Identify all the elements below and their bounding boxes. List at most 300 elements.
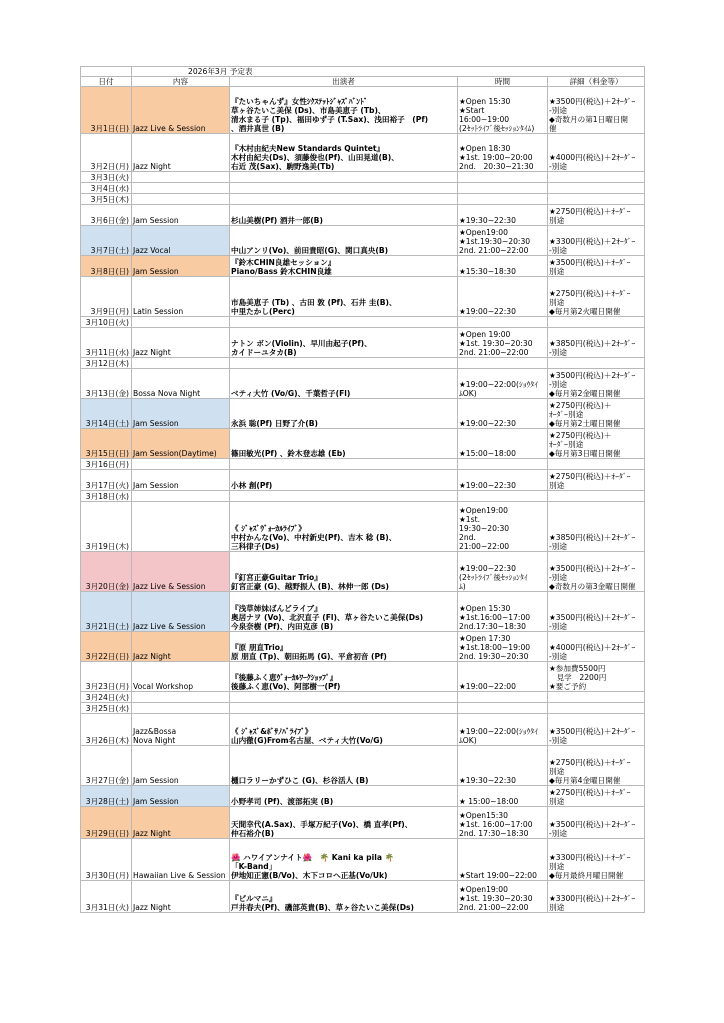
- time-line: ★15:30~18:30: [459, 267, 516, 276]
- performers-cell: [230, 839, 458, 881]
- time-cell: [458, 429, 548, 459]
- performer-line: 草ヶ谷たいこ美保 (Ds)、市島美恵子 (Tb)、: [231, 106, 386, 115]
- time-cell: [458, 692, 548, 703]
- performer-line: 清水まる子 (Tp)、福田ゆず子 (T.Sax)、浅田裕子 (Pf): [231, 115, 429, 124]
- time-line: ★19:30~22:30: [459, 776, 516, 785]
- details-cell: [548, 703, 645, 714]
- details-line: ★2750円(税込)＋: [549, 431, 612, 440]
- details-line: ★3850円(税込)＋2ｵｰﾀﾞｰ: [549, 533, 636, 542]
- schedule-row: [81, 881, 645, 913]
- performers-cell: [230, 714, 458, 746]
- details-cell: [548, 205, 645, 226]
- time-line: ﾑOK): [459, 389, 477, 398]
- details-cell: [548, 429, 645, 459]
- details-line: ★3500円(税込)＋2ｵｰﾀﾞｰ: [549, 371, 636, 380]
- details-line: ◆毎月第2土曜日開催: [549, 419, 621, 428]
- details-cell: [548, 502, 645, 552]
- performers-cell: [230, 87, 458, 134]
- time-cell: [458, 183, 548, 194]
- schedule-row: [81, 172, 645, 183]
- event-cell: Jazz Night: [132, 807, 230, 839]
- performers-cell: [230, 358, 458, 369]
- details-line: ★要ご予約: [549, 682, 587, 691]
- time-cell: [458, 714, 548, 746]
- performer-line: 🌺 ハワイアンナイト🌺 🌴 Kani ka pila 🌴: [231, 853, 395, 862]
- details-line: ★参加費5500円: [549, 664, 606, 673]
- time-line: ★19:00~22:30: [459, 419, 516, 428]
- time-line: ★19:00~22:00(ｼｮｳﾀｲ: [459, 380, 538, 389]
- date-cell: 3月9日(月): [81, 277, 132, 317]
- schedule-row: [81, 256, 645, 277]
- details-cell: [548, 183, 645, 194]
- details-line: 別途: [549, 298, 565, 307]
- time-line: ﾑOK): [459, 736, 477, 745]
- date-cell: 3月30日(月): [81, 839, 132, 881]
- date-cell: 3月12日(木): [81, 358, 132, 369]
- time-cell: [458, 317, 548, 328]
- performers-cell: [230, 317, 458, 328]
- time-line: ★19:00~22:00(ｼｮｳﾀｲ: [459, 727, 538, 736]
- performer-line: 小林 創(Pf): [231, 481, 273, 490]
- details-line: ★4000円(税込)＋2ｵｰﾀﾞｰ: [549, 153, 636, 162]
- performer-line: 『原 朋直Trio』: [231, 643, 288, 652]
- time-line: 2nd. 17:30~18:30: [459, 829, 529, 838]
- performer-line: 三科律子(Ds): [231, 542, 280, 551]
- performers-cell: [230, 205, 458, 226]
- details-line: ◆奇数月の第3金曜日開催: [549, 582, 636, 591]
- schedule-row: [81, 87, 645, 134]
- time-line: ★19:00~22:30: [459, 307, 516, 316]
- performer-line: カイドーユタカ(B): [231, 348, 297, 357]
- date-cell: 3月25日(水): [81, 703, 132, 714]
- performer-line: 中里たかし(Perc): [231, 307, 295, 316]
- time-line: ★Open15:30: [459, 811, 508, 820]
- date-cell: 3月31日(火): [81, 881, 132, 913]
- details-line: ★3850円(税込)＋2ｵｰﾀﾞｰ: [549, 339, 636, 348]
- event-cell: [132, 317, 230, 328]
- performers-cell: [230, 692, 458, 703]
- event-cell: [132, 692, 230, 703]
- performers-cell: [230, 807, 458, 839]
- details-cell: [548, 592, 645, 632]
- performer-line: 中山アンリ(Vo)、前田貴昭(G)、関口真央(B): [231, 246, 389, 255]
- time-cell: [458, 746, 548, 786]
- performer-line: 『浅草姉妹ばんどライブ』: [231, 604, 322, 613]
- date-cell: 3月20日(金): [81, 552, 132, 592]
- performer-line: 木村由紀夫(Ds)、須藤俊也(Pf)、山田晃道(B)、: [231, 153, 399, 162]
- schedule-sheet: [80, 66, 644, 913]
- details-line: -別途: [549, 106, 567, 115]
- event-cell: [132, 172, 230, 183]
- event-cell: [132, 183, 230, 194]
- event-cell: Jazz Live & Session: [132, 592, 230, 632]
- details-line: 別途: [549, 797, 565, 806]
- performer-line: 篠田敏光(Pf) 、鈴木登志雄 (Eb): [231, 449, 346, 458]
- schedule-row: [81, 459, 645, 470]
- date-cell: 3月18日(水): [81, 491, 132, 502]
- date-cell: 3月26日(木): [81, 714, 132, 746]
- schedule-row: [81, 226, 645, 256]
- details-line: ★3500円(税込)＋2ｵｰﾀﾞｰ: [549, 613, 636, 622]
- performer-line: 樋口ラリーかずひこ (G)、杉谷活人 (B): [231, 776, 369, 785]
- date-cell: 3月10日(火): [81, 317, 132, 328]
- schedule-row: [81, 277, 645, 317]
- time-line: ★1st.18:00~19:00: [459, 643, 531, 652]
- time-cell: [458, 470, 548, 491]
- schedule-row: [81, 491, 645, 502]
- event-cell: [132, 459, 230, 470]
- event-cell: Latin Session: [132, 277, 230, 317]
- time-line: 2nd. 19:30~20:30: [459, 652, 529, 661]
- performers-cell: [230, 226, 458, 256]
- date-cell: 3月7日(土): [81, 226, 132, 256]
- time-line: ★Open 18:30: [459, 144, 511, 153]
- date-cell: 3月23日(月): [81, 662, 132, 692]
- details-cell: [548, 134, 645, 172]
- details-line: ★2750円(税込)＋ｵｰﾀﾞｰ: [549, 472, 631, 481]
- time-line: ★Open 19:00: [459, 330, 511, 339]
- details-cell: [548, 358, 645, 369]
- performers-cell: [230, 881, 458, 913]
- event-cell: Jam Session: [132, 399, 230, 429]
- schedule-row: [81, 839, 645, 881]
- schedule-row: [81, 592, 645, 632]
- details-line: ◆毎月最終月曜日開催: [549, 871, 624, 880]
- schedule-row: [81, 470, 645, 491]
- performer-line: 山内徹(G)From名古屋、ベティ大竹(Vo/G): [231, 736, 383, 745]
- time-line: ★Start 19:00~22:00: [459, 871, 537, 880]
- details-cell: [548, 692, 645, 703]
- time-line: ﾑ): [459, 582, 466, 591]
- performers-cell: [230, 194, 458, 205]
- time-cell: [458, 369, 548, 399]
- time-line: ★1st. 19:30~20:30: [459, 894, 533, 903]
- date-cell: 3月17日(火): [81, 470, 132, 491]
- time-line: ★1st.16:00~17:00: [459, 613, 531, 622]
- event-cell: Hawaiian Live & Session: [132, 839, 230, 881]
- time-line: 2nd.17:30~18:30: [459, 622, 527, 631]
- time-cell: [458, 703, 548, 714]
- performers-cell: [230, 786, 458, 807]
- details-line: 別途: [549, 862, 565, 871]
- details-line: ★2750円(税込)＋ｵｰﾀﾞｰ: [549, 289, 631, 298]
- performers-cell: [230, 703, 458, 714]
- details-cell: [548, 881, 645, 913]
- details-line: ◆毎月第2火曜日開催: [549, 307, 621, 316]
- performer-line: 市島美恵子 (Tb) 、古田 敦 (Pf)、石井 圭(B)、: [231, 298, 397, 307]
- performers-cell: [230, 491, 458, 502]
- schedule-row: [81, 317, 645, 328]
- performers-cell: [230, 746, 458, 786]
- performers-cell: [230, 399, 458, 429]
- performers-cell: [230, 470, 458, 491]
- date-cell: 3月4日(水): [81, 183, 132, 194]
- time-line: ★19:30~22:30: [459, 216, 516, 225]
- time-line: ★Open19:00: [459, 228, 508, 237]
- event-cell: [132, 714, 230, 746]
- event-cell: Jazz Night: [132, 328, 230, 358]
- performer-line: 奥居ナヲ (Vo)、北沢直子 (Fl)、草ヶ谷たいこ美保(Ds): [231, 613, 424, 622]
- details-cell: [548, 746, 645, 786]
- performer-line: 杉山美樹(Pf) 酒井一郎(B): [231, 216, 323, 225]
- performer-line: 釘宮正豪 (G)、越野振人 (B)、林伸一郎 (Ds): [231, 582, 389, 591]
- time-line: ★Open 15:30: [459, 97, 511, 106]
- schedule-row: [81, 714, 645, 746]
- time-line: ★1st. 19:30~20:30: [459, 339, 533, 348]
- schedule-row: [81, 703, 645, 714]
- performers-cell: [230, 172, 458, 183]
- details-cell: [548, 369, 645, 399]
- event-cell: Jam Session: [132, 470, 230, 491]
- details-line: -別途: [549, 573, 567, 582]
- time-cell: [458, 87, 548, 134]
- details-line: ★4000円(税込)＋2ｵｰﾀﾞｰ: [549, 643, 636, 652]
- time-line: 2nd. 21:00~22:00: [459, 348, 529, 357]
- event-cell: [132, 502, 230, 552]
- time-cell: [458, 807, 548, 839]
- time-cell: [458, 194, 548, 205]
- event-cell: Bossa Nova Night: [132, 369, 230, 399]
- time-cell: [458, 256, 548, 277]
- details-line: ★3500円(税込)＋2ｵｰﾀﾞｰ: [549, 820, 636, 829]
- time-cell: [458, 205, 548, 226]
- event-cell: Jazz Vocal: [132, 226, 230, 256]
- performer-line: 『たいちゃんず』女性ｼｸｽﾃｯﾄｼﾞｬｽﾞﾊﾞﾝﾄﾞ: [231, 97, 368, 106]
- performers-cell: [230, 134, 458, 172]
- details-cell: [548, 172, 645, 183]
- date-cell: 3月3日(火): [81, 172, 132, 183]
- details-cell: [548, 194, 645, 205]
- time-line: ★Start: [459, 106, 485, 115]
- time-line: 21:00~22:00: [459, 542, 510, 551]
- time-cell: [458, 592, 548, 632]
- details-line: ★3300円(税込)＋2ｵｰﾀﾞｰ: [549, 237, 636, 246]
- performers-cell: [230, 632, 458, 662]
- schedule-row: [81, 429, 645, 459]
- header-date: 日付: [81, 77, 132, 87]
- sheet-title: 2026年3月 予定表: [132, 67, 645, 77]
- time-line: ★1st.: [459, 515, 480, 524]
- time-line: ★1st. 16:00~17:00: [459, 820, 533, 829]
- details-line: -別途: [549, 652, 567, 661]
- details-cell: [548, 552, 645, 592]
- date-cell: 3月29日(日): [81, 807, 132, 839]
- event-cell: Jam Session: [132, 205, 230, 226]
- performer-line: 『鈴木CHIN良雄セッション』: [231, 258, 336, 267]
- time-line: ★Open19:00: [459, 506, 508, 515]
- date-cell: 3月24日(火): [81, 692, 132, 703]
- time-cell: [458, 491, 548, 502]
- performer-line: ベティ大竹 (Vo/G)、千葉哲子(Fl): [231, 389, 351, 398]
- date-cell: 3月2日(月): [81, 134, 132, 172]
- header-row: [81, 77, 645, 87]
- schedule-row: [81, 369, 645, 399]
- details-cell: [548, 226, 645, 256]
- time-line: 2nd.: [459, 533, 476, 542]
- performer-line: 《 ｼﾞｬｽﾞｳﾞｫｰｶﾙﾗｲﾌﾞ》: [231, 524, 306, 533]
- date-cell: 3月11日(水): [81, 328, 132, 358]
- time-line: ★Open 15:30: [459, 604, 511, 613]
- performers-cell: [230, 662, 458, 692]
- performer-line: 中村かんな(Vo)、中村新史(Pf)、吉木 稔 (B)、: [231, 533, 397, 542]
- schedule-row: [81, 194, 645, 205]
- time-cell: [458, 358, 548, 369]
- time-line: ★19:00~22:00: [459, 682, 516, 691]
- details-cell: [548, 662, 645, 692]
- details-line: 別途: [549, 216, 565, 225]
- details-line: ★2750円(税込)＋ｵｰﾀﾞｰ: [549, 788, 631, 797]
- date-cell: 3月16日(月): [81, 459, 132, 470]
- performer-line: 、酒井真世 (B): [231, 124, 285, 133]
- time-cell: [458, 662, 548, 692]
- event-cell: Jam Session: [132, 256, 230, 277]
- title-row: [81, 67, 645, 77]
- details-line: -別途: [549, 622, 567, 631]
- schedule-row: [81, 662, 645, 692]
- event-cell: Vocal Workshop: [132, 662, 230, 692]
- event-cell: [132, 491, 230, 502]
- title-spacer: [81, 67, 132, 77]
- event-cell: Jazz Live & Session: [132, 87, 230, 134]
- details-line: ★3500円(税込)＋2ｵｰﾀﾞｰ: [549, 727, 636, 736]
- schedule-row: [81, 205, 645, 226]
- event-cell: [132, 358, 230, 369]
- time-line: ★Open 17:30: [459, 634, 511, 643]
- time-line: 2nd. 21:00~22:00: [459, 903, 529, 912]
- time-cell: [458, 632, 548, 662]
- time-line: ★1st.19:30~20:30: [459, 237, 531, 246]
- time-cell: [458, 839, 548, 881]
- details-line: -別途: [549, 348, 567, 357]
- details-cell: [548, 786, 645, 807]
- details-cell: [548, 277, 645, 317]
- schedule-row: [81, 552, 645, 592]
- performers-cell: [230, 552, 458, 592]
- event-cell: Jam Session: [132, 746, 230, 786]
- details-line: ◆奇数月の第1日曜日開: [549, 115, 629, 124]
- header-event: 内容: [132, 77, 230, 87]
- performer-line: 永浜 聡(Pf) 日野了介(B): [231, 419, 318, 428]
- details-cell: [548, 714, 645, 746]
- time-cell: [458, 786, 548, 807]
- details-line: ｵｰﾀﾞｰ別途: [549, 440, 584, 449]
- details-cell: [548, 87, 645, 134]
- schedule-row: [81, 328, 645, 358]
- details-line: 見学 2200円: [549, 673, 607, 682]
- details-cell: [548, 491, 645, 502]
- details-line: 催: [549, 124, 557, 133]
- time-cell: [458, 328, 548, 358]
- schedule-row: [81, 746, 645, 786]
- performer-line: 『後藤ふく恵ｳﾞｫｰｶﾙﾜｰｸｼｮｯﾌﾟ』: [231, 673, 338, 682]
- time-cell: [458, 502, 548, 552]
- details-cell: [548, 328, 645, 358]
- schedule-row: [81, 692, 645, 703]
- time-cell: [458, 459, 548, 470]
- performer-line: 小野孝司 (Pf)、渡部拓実 (B): [231, 797, 334, 806]
- time-line: ★19:00~22:30: [459, 564, 516, 573]
- details-line: -別途: [549, 542, 567, 551]
- event-cell: [132, 703, 230, 714]
- time-line: (2ｾｯﾄﾗｲﾌﾞ後ｾｯｼｮﾝﾀｲﾑ): [459, 124, 535, 133]
- schedule-row: [81, 807, 645, 839]
- date-cell: 3月15日(日): [81, 429, 132, 459]
- time-line: ★1st. 19:00~20:00: [459, 153, 533, 162]
- schedule-row: [81, 358, 645, 369]
- details-line: 別途: [549, 481, 565, 490]
- schedule-row: [81, 183, 645, 194]
- date-cell: 3月8日(日): [81, 256, 132, 277]
- performer-line: 伊地知正憲(B/Vo)、木下コロへ正基(Vo/Uk): [231, 871, 388, 880]
- performers-cell: [230, 256, 458, 277]
- performer-line: 今泉奈樹 (Pf)、内田克彦 (B): [231, 622, 334, 631]
- performer-line: 天間幸代(A.Sax)、手塚万紀子(Vo)、橋 直孝(Pf)、: [231, 820, 413, 829]
- details-line: ★3300円(税込)＋ｵｰﾀﾞｰ: [549, 853, 631, 862]
- time-line: 2nd. 21:00~22:00: [459, 246, 529, 255]
- performers-cell: [230, 183, 458, 194]
- performers-cell: [230, 328, 458, 358]
- details-cell: [548, 317, 645, 328]
- details-line: -別途: [549, 380, 567, 389]
- date-cell: 3月28日(土): [81, 786, 132, 807]
- details-cell: [548, 399, 645, 429]
- details-cell: [548, 256, 645, 277]
- performer-line: 戸井春夫(Pf)、磯部英貴(B)、草ヶ谷たいこ美保(Ds): [231, 903, 414, 912]
- header-time: 時間: [458, 77, 548, 87]
- time-line: ★ 15:00~18:00: [459, 797, 519, 806]
- schedule-row: [81, 632, 645, 662]
- details-line: ◆毎月第3日曜日開催: [549, 449, 621, 458]
- time-line: 19:30~20:30: [459, 524, 510, 533]
- schedule-row: [81, 399, 645, 429]
- event-cell: Jam Session(Daytime): [132, 429, 230, 459]
- details-cell: [548, 470, 645, 491]
- performers-cell: [230, 592, 458, 632]
- details-line: 別途: [549, 767, 565, 776]
- date-cell: 3月14日(土): [81, 399, 132, 429]
- date-cell: 3月13日(金): [81, 369, 132, 399]
- performer-line: 仲石裕介(B): [231, 829, 275, 838]
- time-cell: [458, 277, 548, 317]
- time-cell: [458, 399, 548, 429]
- header-details: 詳細（料金等）: [548, 77, 645, 87]
- time-cell: [458, 226, 548, 256]
- date-cell: 3月27日(金): [81, 746, 132, 786]
- details-cell: [548, 459, 645, 470]
- details-line: -別途: [549, 736, 567, 745]
- details-cell: [548, 632, 645, 662]
- details-line: ★3500円(税込)＋ｵｰﾀﾞｰ: [549, 258, 631, 267]
- event-cell: Jazz Night: [132, 632, 230, 662]
- time-line: (2ｾｯﾄﾗｲﾌﾞ後ｾｯｼｮﾝﾀｲ: [459, 573, 528, 582]
- performer-line: Piano/Bass 鈴木CHIN良雄: [231, 267, 332, 276]
- time-line: 16:00~19:00: [459, 115, 510, 124]
- date-cell: 3月1日(日): [81, 87, 132, 134]
- event-cell: Jazz Night: [132, 881, 230, 913]
- details-line: 別途: [549, 267, 565, 276]
- performers-cell: [230, 459, 458, 470]
- time-line: 2nd. 20:30~21:30: [459, 162, 534, 171]
- header-performers: 出演者: [230, 77, 458, 87]
- performer-line: 『木村由紀夫New Standards Quintet』: [231, 144, 385, 153]
- date-cell: 3月22日(日): [81, 632, 132, 662]
- performer-line: 《 ｼﾞｬｽﾞ&ﾎﾞｻﾉﾊﾞﾗｲﾌﾞ》: [231, 727, 313, 736]
- time-cell: [458, 552, 548, 592]
- event-cell: Jazz Night: [132, 134, 230, 172]
- performers-cell: [230, 369, 458, 399]
- details-line: ｵｰﾀﾞｰ別途: [549, 410, 584, 419]
- details-line: -別途: [549, 246, 567, 255]
